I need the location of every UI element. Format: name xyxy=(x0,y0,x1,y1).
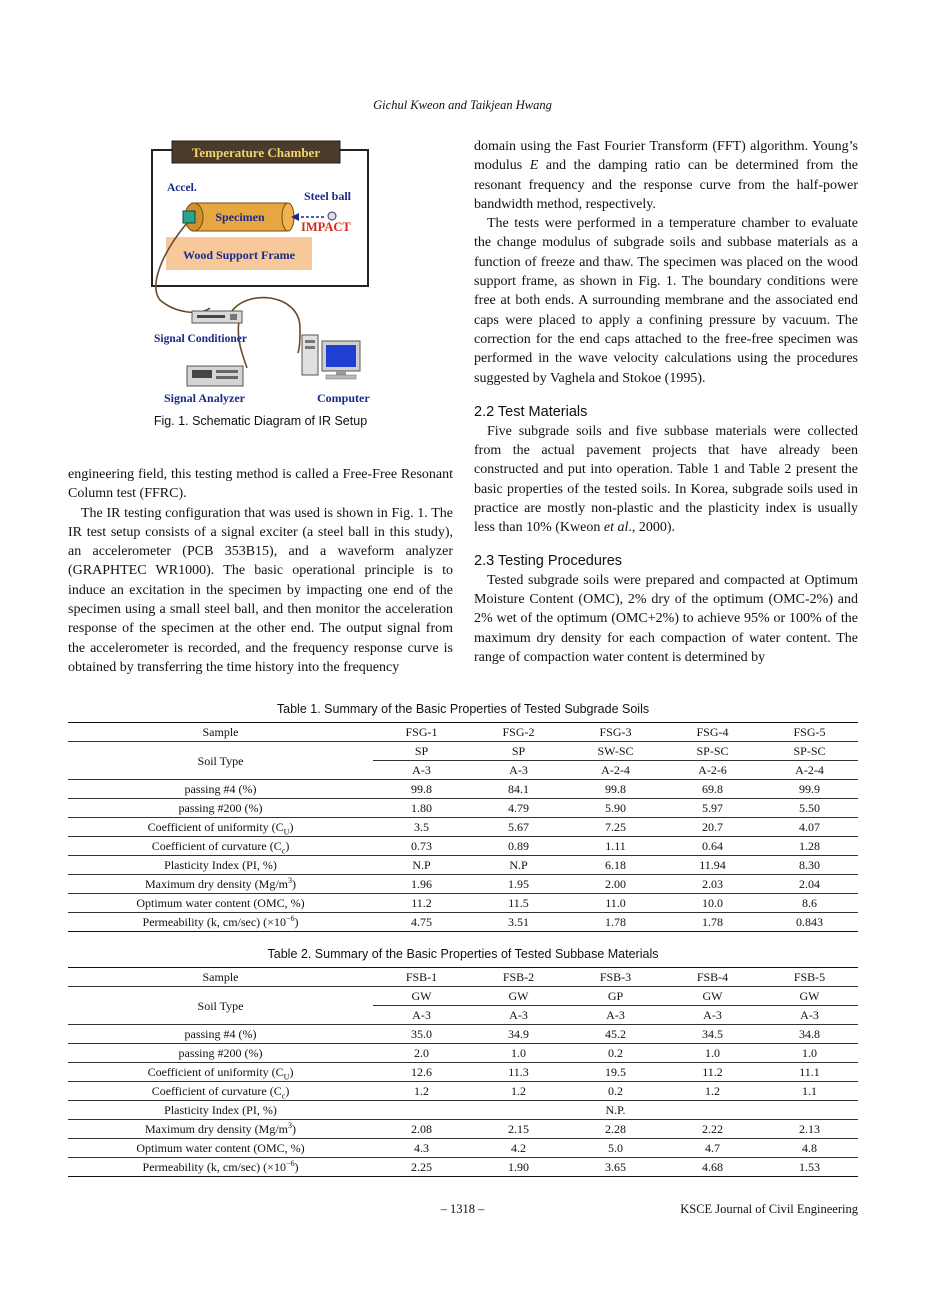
table-cell: 4.7 xyxy=(664,1139,761,1158)
table-cell: 69.8 xyxy=(664,780,761,799)
table-row xyxy=(68,968,858,987)
row-label: passing #4 (%) xyxy=(68,780,373,799)
table-cell: 2.00 xyxy=(567,875,664,894)
table-cell: A-3 xyxy=(373,761,470,780)
table-row xyxy=(68,1044,858,1063)
table-cell: 3.51 xyxy=(470,913,567,932)
table-cell: 0.2 xyxy=(567,1044,664,1063)
table-cell: 1.95 xyxy=(470,875,567,894)
table-cell: 11.5 xyxy=(470,894,567,913)
table-cell: 0.2 xyxy=(567,1082,664,1101)
table-cell: N.P xyxy=(470,856,567,875)
section-heading-2-3: 2.3 Testing Procedures xyxy=(474,552,623,569)
signal-conditioner-label: Signal Conditioner xyxy=(154,333,247,345)
row-label: Coefficient of curvature $(C_c)$ xyxy=(68,837,373,856)
table-cell: 2.04 xyxy=(761,875,858,894)
table-cell: GW xyxy=(470,987,567,1006)
table-cell: SP xyxy=(470,742,567,761)
right-paragraph-2: The tests were performed in a temperature chamber to evaluate the change modulus of subgrade soils and subbase materials as a function of freeze and thaw. The specimen was placed on the wood support frame, as shown in Fig. 1. The boundary conditions were free at both ends. A surrounding membrane and the associated end caps were placed to apply a confining pressure by vacuum. The correction for the end caps attached to the free-free specimen was performed in the wave velocity calculations using the procedures suggested by Vaghela and Stokoe (1995). xyxy=(474,216,858,386)
table-row xyxy=(68,987,858,1006)
row-label: Plasticity Index (PI, %) xyxy=(68,856,373,875)
left-paragraph-1: engineering field, this testing method is called a Free-Free Resonant Column test (FFRC). xyxy=(68,467,453,502)
et-al: et al xyxy=(603,520,629,536)
table-cell: 2.0 xyxy=(373,1044,470,1063)
table-header-cell: FSB-2 xyxy=(470,968,567,987)
table-row xyxy=(68,1063,858,1082)
table-header-cell: FSB-5 xyxy=(761,968,858,987)
table-cell: 11.2 xyxy=(373,894,470,913)
table-row xyxy=(68,723,858,742)
table-header-cell: FSG-4 xyxy=(664,723,761,742)
table-row xyxy=(68,1101,858,1120)
table-header-cell: FSG-2 xyxy=(470,723,567,742)
table-cell: 84.1 xyxy=(470,780,567,799)
specimen-label: Specimen xyxy=(215,210,265,224)
chamber-title: Temperature Chamber xyxy=(191,145,321,160)
table-row xyxy=(68,913,858,932)
section-heading-2-2: 2.2 Test Materials xyxy=(474,403,588,420)
table-cell: 0.843 xyxy=(761,913,858,932)
table-cell: 1.2 xyxy=(664,1082,761,1101)
table-row xyxy=(68,1139,858,1158)
table-cell: 11.1 xyxy=(761,1063,858,1082)
table-cell: 5.67 xyxy=(470,818,567,837)
table-cell: SP-SC xyxy=(664,742,761,761)
table-cell: 1.1 xyxy=(761,1082,858,1101)
table-row xyxy=(68,742,858,761)
table-cell: 99.8 xyxy=(567,780,664,799)
table-cell: 1.0 xyxy=(470,1044,567,1063)
table-cell: 5.0 xyxy=(567,1139,664,1158)
table-cell: 19.5 xyxy=(567,1063,664,1082)
row-label: Optimum water content (OMC, %) xyxy=(68,894,373,913)
text-span: ., 2000). xyxy=(628,520,676,536)
right-paragraph-1 xyxy=(474,137,858,214)
table-cell: 1.96 xyxy=(373,875,470,894)
text-span: and the damping ratio can be determined from the resonant frequency and the response curve from the half-power bandwidth method, respectively. xyxy=(474,158,858,212)
table-cell: 4.8 xyxy=(761,1139,858,1158)
table-cell: Soil Type xyxy=(68,742,373,780)
table-cell: SP xyxy=(373,742,470,761)
table-cell: 8.30 xyxy=(761,856,858,875)
table-cell: 34.9 xyxy=(470,1025,567,1044)
table-cell: GW xyxy=(373,987,470,1006)
table-row xyxy=(68,875,858,894)
text-span: Five subgrade soils and five subbase materials were collected from the actual pavement projects that have already been constructed and put into operation. Table 1 and Table 2 present the basic properties of the tested soils. In Korea, subgrade soils used in practice are mostly non-plastic and the plasticity index is usually less than 10% (Kweon xyxy=(474,423,858,536)
table-cell: 3.65 xyxy=(567,1158,664,1177)
table-cell: 8.6 xyxy=(761,894,858,913)
table1-caption: Table 1. Summary of the Basic Properties of Tested Subgrade Soils xyxy=(276,702,650,716)
table-cell: A-3 xyxy=(373,1006,470,1025)
row-label: Plasticity Index (PI, %) xyxy=(68,1101,373,1120)
table-cell: 99.8 xyxy=(373,780,470,799)
signal-analyzer-label: Signal Analyzer xyxy=(164,391,246,405)
table-row xyxy=(68,780,858,799)
table-cell: N.P. xyxy=(373,1101,858,1120)
table-cell: 1.28 xyxy=(761,837,858,856)
table-cell: Soil Type xyxy=(68,987,373,1025)
table-cell: 34.8 xyxy=(761,1025,858,1044)
row-label: Coefficient of curvature $(C_c)$ xyxy=(68,1082,373,1101)
steel-ball-icon xyxy=(328,212,336,220)
table-cell: 2.25 xyxy=(373,1158,470,1177)
right-paragraph-4: Tested subgrade soils were prepared and compacted at Optimum Moisture Content (OMC), 2% dry of the optimum (OMC-2%) and 2% wet of the optimum (OMC+2%) to achieve 95% or 100% of the maximum dry density for each compaction of water content. The range of compaction water content is determined by xyxy=(474,572,858,665)
table-cell: 4.68 xyxy=(664,1158,761,1177)
table-cell: 35.0 xyxy=(373,1025,470,1044)
row-label: Permeability (k, cm/sec) $(\times 10^{-6})$ xyxy=(68,1158,373,1177)
table-cell: GP xyxy=(567,987,664,1006)
table-cell: 11.2 xyxy=(664,1063,761,1082)
table-cell: 11.94 xyxy=(664,856,761,875)
table-cell: SW-SC xyxy=(567,742,664,761)
table-cell: 1.2 xyxy=(470,1082,567,1101)
table-cell: 2.08 xyxy=(373,1120,470,1139)
table-cell: A-3 xyxy=(470,761,567,780)
accelerometer-icon xyxy=(183,211,195,223)
table-cell: 3.5 xyxy=(373,818,470,837)
table-cell: 4.75 xyxy=(373,913,470,932)
table-header-cell: FSG-3 xyxy=(567,723,664,742)
table2-caption: Table 2. Summary of the Basic Properties of Tested Subbase Materials xyxy=(267,947,659,961)
table-cell: 2.22 xyxy=(664,1120,761,1139)
table-row xyxy=(68,818,858,837)
left-column xyxy=(68,465,453,677)
left-paragraph-2: The IR testing configuration that was used is shown in Fig. 1. The IR test setup consists of a signal exciter (a steel ball in this study), an accelerometer (PCB 353B15), and a waveform analyzer (GRAPHTEC WR1000). The basic operational principle is to induce an excitation in the specimen by impacting one end of the specimen using a small steel ball, and then monitor the acceleration response of the specimen at the other end. The output signal from the accelerometer is recorded, and the frequency response curve is obtained by transferring the time history into the frequency xyxy=(68,505,453,675)
wood-frame-label: Wood Support Frame xyxy=(182,248,296,262)
table-cell: 5.90 xyxy=(567,799,664,818)
ir-setup-schematic xyxy=(150,138,385,408)
table-header-cell: FSG-1 xyxy=(373,723,470,742)
page-number: – 1318 – xyxy=(440,1202,485,1216)
table-cell: SP-SC xyxy=(761,742,858,761)
table-cell: GW xyxy=(664,987,761,1006)
table-row xyxy=(68,856,858,875)
table-cell: 20.7 xyxy=(664,818,761,837)
table-cell: 4.79 xyxy=(470,799,567,818)
table-header-cell: FSB-4 xyxy=(664,968,761,987)
table-row xyxy=(68,1158,858,1177)
table-header-cell: FSB-1 xyxy=(373,968,470,987)
table-cell: 1.78 xyxy=(567,913,664,932)
table-header-cell: FSB-3 xyxy=(567,968,664,987)
table-cell: 34.5 xyxy=(664,1025,761,1044)
table-cell: A-3 xyxy=(470,1006,567,1025)
table-cell: 5.97 xyxy=(664,799,761,818)
table2 xyxy=(68,967,858,1177)
table-cell: 11.3 xyxy=(470,1063,567,1082)
table-cell: N.P xyxy=(373,856,470,875)
table-row xyxy=(68,894,858,913)
table-cell: 99.9 xyxy=(761,780,858,799)
table-cell: 10.0 xyxy=(664,894,761,913)
table-cell: 1.90 xyxy=(470,1158,567,1177)
table-cell: 1.0 xyxy=(761,1044,858,1063)
table-cell: 1.78 xyxy=(664,913,761,932)
row-label: Coefficient of uniformity $(C_U)$ xyxy=(68,1063,373,1082)
row-label: Maximum dry density $(Mg/m^3)$ xyxy=(68,1120,373,1139)
table-cell: 4.2 xyxy=(470,1139,567,1158)
table-cell: 4.3 xyxy=(373,1139,470,1158)
computer-label: Computer xyxy=(317,391,370,405)
row-label: Permeability (k, cm/sec) $(\times 10^{-6})$ xyxy=(68,913,373,932)
table-cell: 0.64 xyxy=(664,837,761,856)
table-cell: 1.11 xyxy=(567,837,664,856)
impact-label: IMPACT xyxy=(301,220,351,234)
table-cell: 1.80 xyxy=(373,799,470,818)
table-cell: 0.89 xyxy=(470,837,567,856)
table-header-cell: Sample xyxy=(68,723,373,742)
steel-ball-label: Steel ball xyxy=(304,189,351,203)
table-cell: 2.03 xyxy=(664,875,761,894)
table-cell: 2.28 xyxy=(567,1120,664,1139)
table-cell: 5.50 xyxy=(761,799,858,818)
table-row xyxy=(68,1082,858,1101)
table-cell: 6.18 xyxy=(567,856,664,875)
table-cell: 0.73 xyxy=(373,837,470,856)
table-row xyxy=(68,799,858,818)
table-cell: A-3 xyxy=(664,1006,761,1025)
table-header-cell: Sample xyxy=(68,968,373,987)
right-paragraph-3 xyxy=(474,422,858,538)
table-cell: 11.0 xyxy=(567,894,664,913)
table-cell: 12.6 xyxy=(373,1063,470,1082)
table-row xyxy=(68,837,858,856)
table-cell: A-3 xyxy=(567,1006,664,1025)
row-label: Optimum water content (OMC, %) xyxy=(68,1139,373,1158)
table-cell: 4.07 xyxy=(761,818,858,837)
table-cell: 1.0 xyxy=(664,1044,761,1063)
table-cell: 7.25 xyxy=(567,818,664,837)
table-cell: 2.15 xyxy=(470,1120,567,1139)
table-header-cell: FSG-5 xyxy=(761,723,858,742)
table-cell: GW xyxy=(761,987,858,1006)
table-cell: 1.53 xyxy=(761,1158,858,1177)
running-header: Gichul Kweon and Taikjean Hwang xyxy=(373,98,552,112)
table-cell: A-2-4 xyxy=(567,761,664,780)
symbol-e: E xyxy=(529,158,539,174)
figure-caption: Fig. 1. Schematic Diagram of IR Setup xyxy=(153,414,368,428)
row-label: Coefficient of uniformity $(C_U)$ xyxy=(68,818,373,837)
table-cell: A-2-6 xyxy=(664,761,761,780)
table-cell: A-3 xyxy=(761,1006,858,1025)
table-row xyxy=(68,1120,858,1139)
table-cell: 2.13 xyxy=(761,1120,858,1139)
table-row xyxy=(68,1025,858,1044)
right-column xyxy=(474,137,858,667)
row-label: passing #200 (%) xyxy=(68,1044,373,1063)
text-span: domain using the Fast Fourier Transform (FFT) algorithm. Young’s modulus xyxy=(474,139,858,174)
table-cell: A-2-4 xyxy=(761,761,858,780)
accel-label: Accel. xyxy=(167,182,197,194)
table-cell: 1.2 xyxy=(373,1082,470,1101)
row-label: passing #200 (%) xyxy=(68,799,373,818)
row-label: passing #4 (%) xyxy=(68,1025,373,1044)
table-cell: 45.2 xyxy=(567,1025,664,1044)
table1 xyxy=(68,722,858,932)
journal-name: KSCE Journal of Civil Engineering xyxy=(680,1202,858,1216)
row-label: Maximum dry density $(Mg/m^3)$ xyxy=(68,875,373,894)
